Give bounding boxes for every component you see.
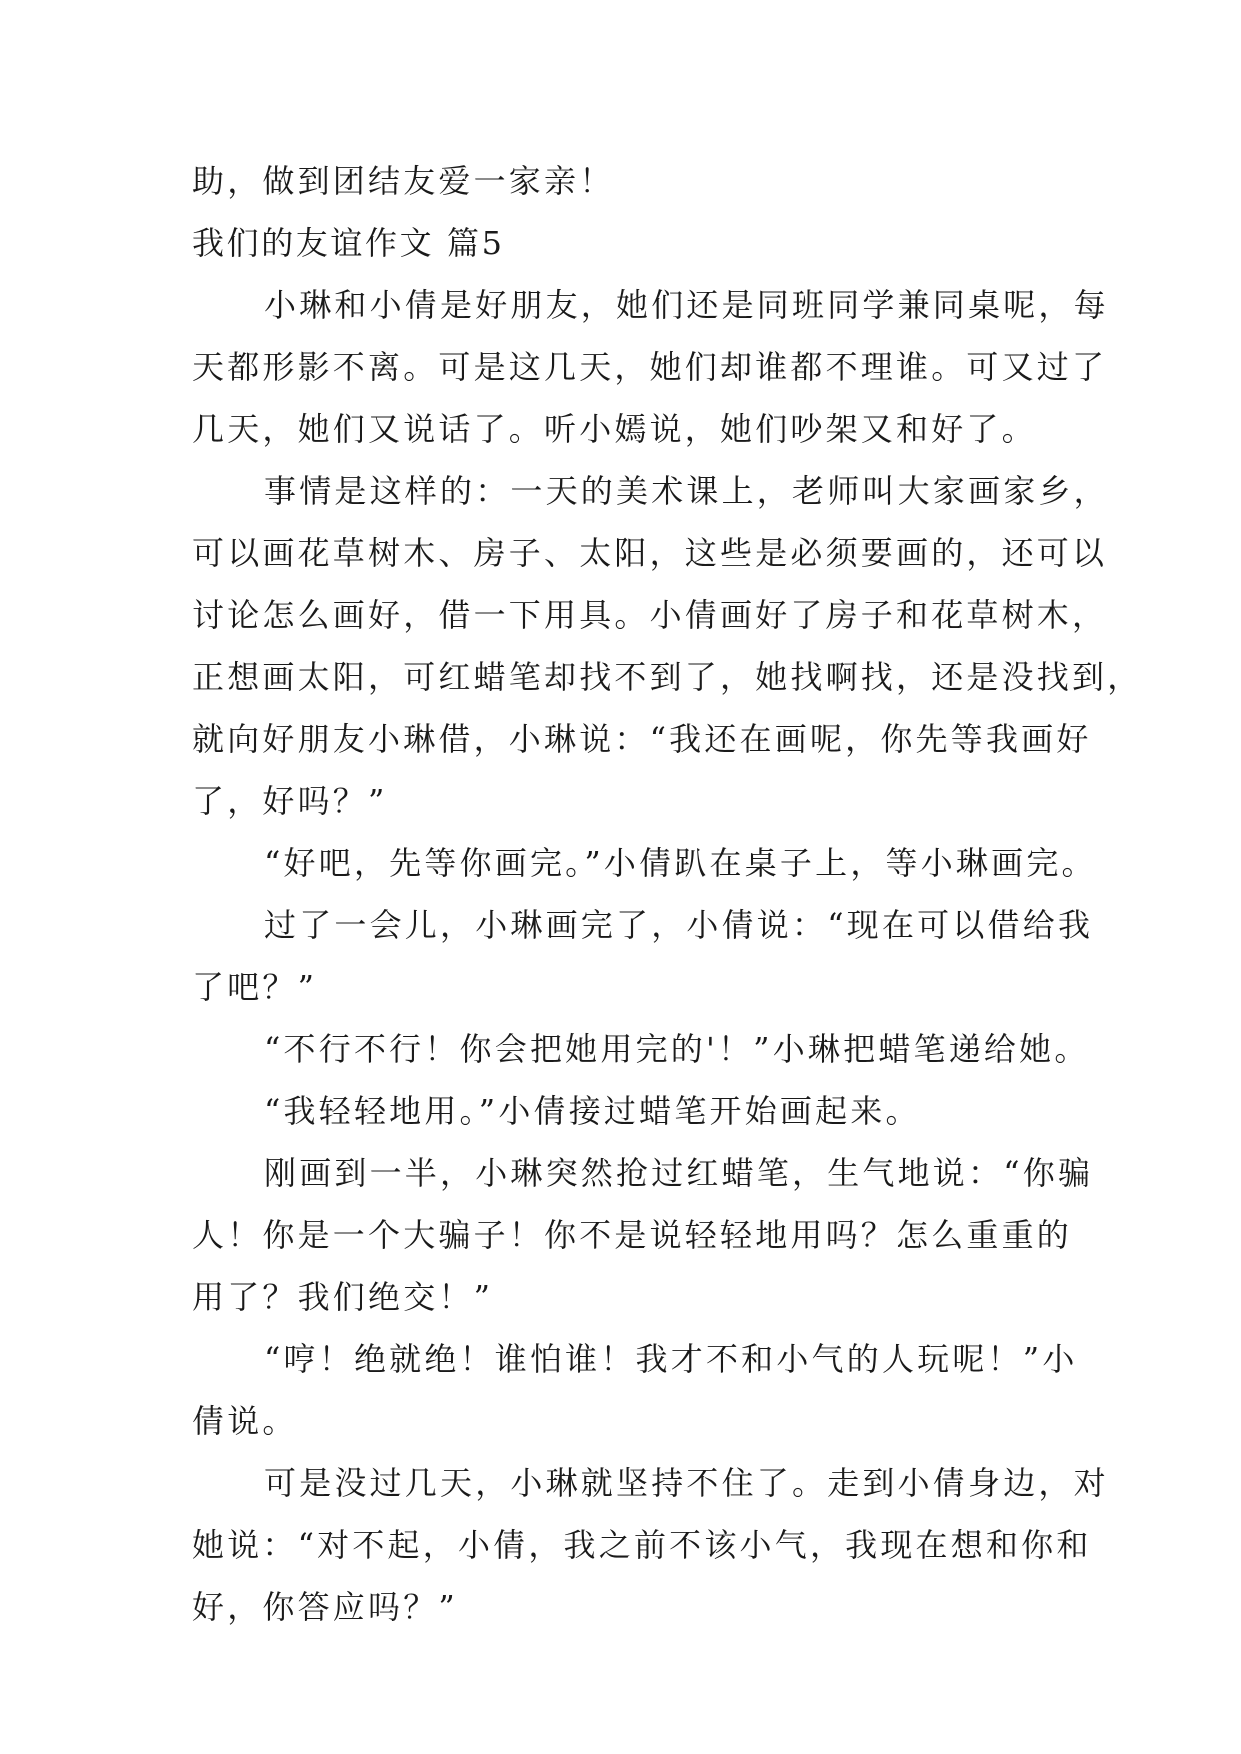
paragraph-line: 了，好吗？” [192,782,388,820]
paragraph-line: 可是没过几天，小琳就坚持不住了。走到小倩身边，对 [264,1464,1109,1502]
paragraph-line: 正想画太阳，可红蜡笔却找不到了，她找啊找，还是没找到， [192,658,1143,696]
paragraph-line: 过了一会儿，小琳画完了，小倩说：“现在可以借给我 [264,906,1094,944]
paragraph-line: 天都形影不离。可是这几天，她们却谁都不理谁。可又过了 [192,348,1108,386]
paragraph-line: 事情是这样的：一天的美术课上，老师叫大家画家乡， [264,472,1109,510]
section-heading: 我们的友谊作文 篇5 [192,224,505,262]
paragraph-line: 好，你答应吗？” [192,1588,458,1626]
paragraph-line: 倩说。 [192,1402,298,1440]
paragraph-line: 刚画到一半，小琳突然抢过红蜡笔，生气地说：“你骗 [264,1154,1094,1192]
paragraph-line: 人！你是一个大骗子！你不是说轻轻地用吗？怎么重重的 [192,1216,1073,1254]
paragraph-line: 可以画花草树木、房子、太阳，这些是必须要画的，还可以 [192,534,1108,572]
paragraph-line: 小琳和小倩是好朋友，她们还是同班同学兼同桌呢，每 [264,286,1109,324]
paragraph-line: 用了？我们绝交！” [192,1278,494,1316]
paragraph-line: 她说：“对不起，小倩，我之前不该小气，我现在想和你和 [192,1526,1092,1564]
paragraph-line: 几天，她们又说话了。听小嫣说，她们吵架又和好了。 [192,410,1037,448]
paragraph-line: “不行不行！你会把她用完的'！”小琳把蜡笔递给她。 [264,1030,1090,1068]
paragraph-line: 就向好朋友小琳借，小琳说：“我还在画呢，你先等我画好 [192,720,1092,758]
text-line: 助，做到团结友爱一家亲！ [192,162,615,200]
paragraph-line: 了吧？” [192,968,318,1006]
document-page [192,150,1143,1638]
paragraph-line: “哼！绝就绝！谁怕谁！我才不和小气的人玩呢！”小 [264,1340,1078,1378]
paragraph-line: “好吧，先等你画完。”小倩趴在桌子上，等小琳画完。 [264,844,1097,882]
paragraph-line: 讨论怎么画好，借一下用具。小倩画好了房子和花草树木， [192,596,1108,634]
paragraph-line: “我轻轻地用。”小倩接过蜡笔开始画起来。 [264,1092,921,1130]
